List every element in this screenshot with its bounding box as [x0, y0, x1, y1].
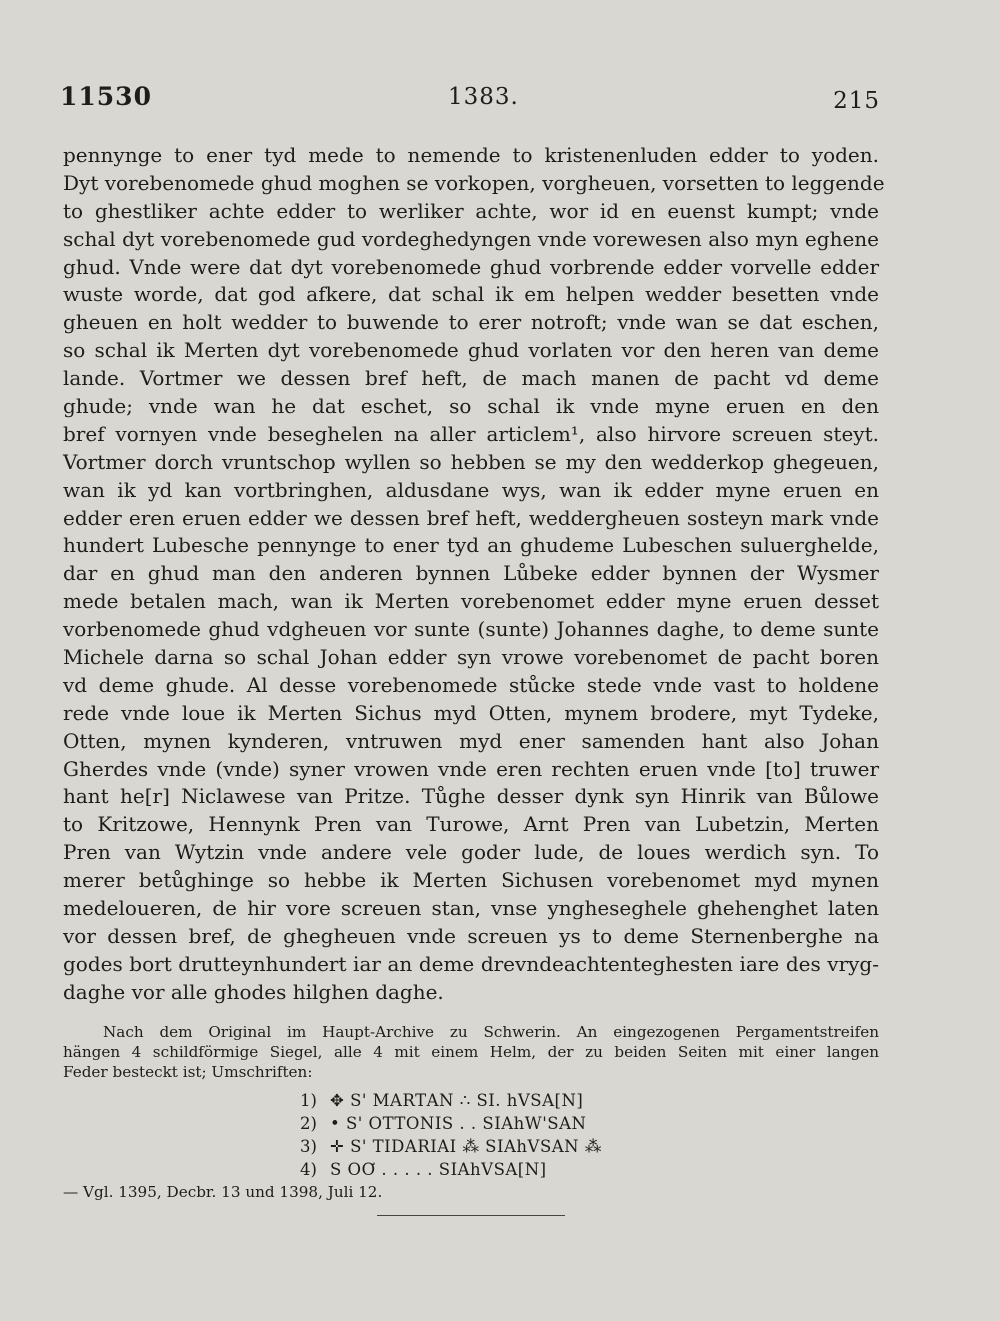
text-line: hant he[r] Niclawese van Pritze. Tůghe desser dynk syn Hinrik van Bůlowe: [63, 784, 879, 809]
text-line: gheuen en holt wedder to buwende to erer notroft; vnde wan se dat eschen,: [63, 310, 879, 335]
seal-number: 3): [300, 1137, 317, 1156]
text-line: vd deme ghude. Al desse vorebenomede stůcke stede vnde vast to holdene: [63, 672, 879, 697]
text-line: rede vnde loue ik Merten Sichus myd Otten, mynem brodere, myt Tydeke,: [63, 700, 879, 725]
text-line: merer betůghinge so hebbe ik Merten Sichusen vorebenomet myd mynen: [63, 868, 879, 893]
text-line: medeloueren, de hir vore screuen stan, vnse yngheseghele ghehenghet laten: [63, 896, 879, 921]
text-line: pennynge to ener tyd mede to nemende to kristenenluden edder to yoden.: [63, 143, 879, 167]
document-year: 1383.: [448, 84, 519, 110]
seal-number: 4): [300, 1160, 317, 1179]
seal-inscription: S OƠ . . . . . SIΑhVSΑ[Ν]: [330, 1160, 547, 1179]
seal-number: 2): [300, 1114, 317, 1133]
note-line: hängen 4 schildförmige Siegel, alle 4 mit einem Helm, der zu beiden Seiten mit einer langen: [63, 1043, 879, 1061]
cross-reference: — Vgl. 1395, Decbr. 13 und 1398, Juli 12.: [63, 1183, 383, 1201]
text-line: ghud. Vnde were dat dyt vorebenomede ghud vorbrende edder vorvelle edder: [63, 254, 879, 279]
editorial-note: [63, 1022, 879, 1082]
seal-inscription: ✥ S' ΜΑRTΑΝ ∴ SI. hVSΑ[Ν]: [330, 1091, 584, 1110]
seal-inscription: ✛ S' TIDΑRIΑI ⁂ SIΑhVSΑΝ ⁂: [330, 1137, 602, 1156]
document-number: 11530: [60, 82, 152, 111]
text-line: Otten, mynen kynderen, vntruwen myd ener samenden hant also Johan: [63, 728, 879, 753]
seal-row: [300, 1158, 602, 1181]
text-line: Dyt vorebenomede ghud moghen se vorkopen, vorgheuen, vorsetten to leggende: [63, 170, 885, 195]
text-line: hundert Lubesche pennynge to ener tyd an ghudeme Lubeschen suluerghelde,: [63, 533, 879, 558]
text-line: Pren van Wytzin vnde andere vele goder lude, de loues werdich syn. To: [63, 840, 879, 865]
text-line: mede betalen mach, wan ik Merten vorebenomet edder myne eruen desset: [63, 589, 879, 614]
page-header: [60, 82, 880, 118]
text-line: dar en ghud man den anderen bynnen Lůbeke edder bynnen der Wysmer: [63, 561, 879, 586]
text-line: ghude; vnde wan he dat eschet, so schal ik vnde myne eruen en den: [63, 394, 879, 419]
text-line: Michele darna so schal Johan edder syn vrowe vorebenomet de pacht boren: [63, 645, 879, 670]
page-number: 215: [833, 88, 880, 114]
text-line: daghe vor alle ghodes hilghen daghe.: [63, 979, 444, 1004]
text-line: lande. Vortmer we dessen bref heft, de mach manen de pacht vd deme: [63, 366, 879, 391]
seal-inscription: • S' OTTONIS . . SIΑhW'SΑΝ: [330, 1114, 587, 1133]
seal-row: [300, 1135, 602, 1158]
text-line: schal dyt vorebenomede gud vordeghedyngen vnde vorewesen also myn eghene: [63, 226, 879, 251]
text-line: Vortmer dorch vruntschop wyllen so hebben se my den wedderkop ghegeuen,: [63, 449, 879, 474]
text-line: Gherdes vnde (vnde) syner vrowen vnde eren rechten eruen vnde [to] truwer: [63, 756, 879, 781]
charter-text: [63, 142, 885, 1007]
seal-inscriptions: [300, 1089, 602, 1181]
text-line: godes bort drutteynhundert iar an deme drevndeachtenteghesten iare des vryg-: [63, 951, 879, 976]
text-line: wuste worde, dat god afkere, dat schal ik em helpen wedder besetten vnde: [63, 282, 879, 307]
footer-rule: [377, 1215, 565, 1216]
text-line: to ghestliker achte edder to werliker achte, wor id en euenst kumpt; vnde: [63, 198, 879, 223]
text-line: edder eren eruen edder we dessen bref heft, weddergheuen sosteyn mark vnde: [63, 505, 879, 530]
seal-number: 1): [300, 1091, 317, 1110]
text-line: to Kritzowe, Hennynk Pren van Turowe, Arnt Pren van Lubetzin, Merten: [63, 812, 879, 837]
text-line: wan ik yd kan vortbringhen, aldusdane wys, wan ik edder myne eruen en: [63, 477, 879, 502]
note-line: Nach dem Original im Haupt-Archive zu Schwerin. An eingezogenen Pergamentstreifen: [103, 1023, 879, 1041]
note-line: Feder besteckt ist; Umschriften:: [63, 1063, 313, 1081]
seal-row: [300, 1089, 602, 1112]
text-line: vor dessen bref, de ghegheuen vnde screuen ys to deme Sternenberghe na: [63, 923, 879, 948]
text-line: bref vornyen vnde beseghelen na aller articlem¹, also hirvore screuen steyt.: [63, 421, 879, 446]
text-line: vorbenomede ghud vdgheuen vor sunte (sunte) Johannes daghe, to deme sunte: [63, 617, 879, 642]
seal-row: [300, 1112, 602, 1135]
text-line: so schal ik Merten dyt vorebenomede ghud vorlaten vor den heren van deme: [63, 338, 879, 363]
